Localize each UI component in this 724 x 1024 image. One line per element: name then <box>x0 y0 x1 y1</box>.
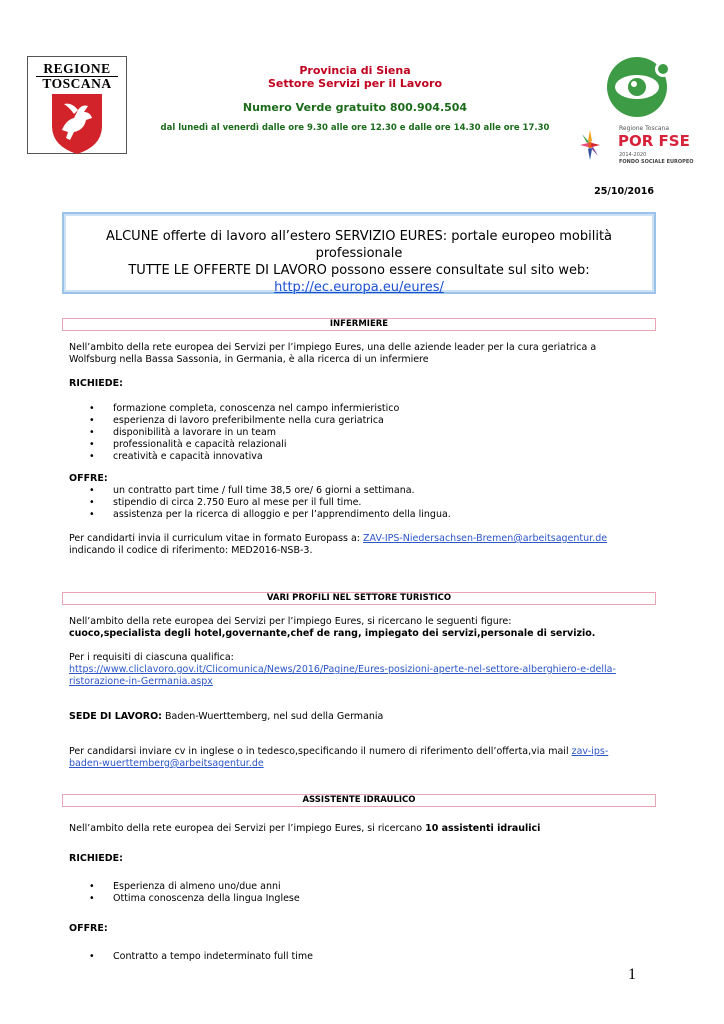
sec2-email-link-part1[interactable]: zav-ips- <box>571 746 609 757</box>
eures-banner <box>62 212 656 294</box>
cliclavoro-link-line1[interactable]: https://www.cliclavoro.gov.it/Clicomunica/News/2016/Pagine/Eures-posizioni-aperte-nel-settore-alberghiero-e-della- <box>69 664 616 675</box>
logo-text-line1: REGIONE <box>43 61 111 76</box>
page-number: 1 <box>628 966 636 983</box>
por-fse-logo <box>578 125 694 170</box>
sec2-requisiti-label: Per i requisiti di ciascuna qualifica: <box>69 652 234 663</box>
orari: dal lunedì al venerdì dalle ore 9.30 alle ore 12.30 e dalle ore 14.30 alle ore 17.30 <box>160 123 550 133</box>
sec3-offre-label: OFFRE: <box>69 923 108 934</box>
por-fse-region: Regione Toscana <box>619 125 670 132</box>
section-title-idraulico: ASSISTENTE IDRAULICO <box>62 794 656 807</box>
document-date: 25/10/2016 <box>594 186 654 197</box>
por-fse-years: 2014-2020 <box>619 152 647 158</box>
sec3-intro: Nell’ambito della rete europea dei Servizi per l’impiego Eures, si ricercano 10 assistenti idraulici <box>69 823 541 834</box>
eures-link[interactable]: http://ec.europa.eu/eures/ <box>274 280 444 295</box>
section-title-turistico: VARI PROFILI NEL SETTORE TURISTICO <box>62 592 656 605</box>
sec1-intro-line2: Wolfsburg nella Bassa Sassonia, in Germania, è alla ricerca di un infermiere <box>69 354 429 365</box>
pegasus-shield-icon <box>28 90 126 156</box>
banner-line2: TUTTE LE OFFERTE DI LAVORO possono essere consultate sul sito web: <box>128 263 590 278</box>
sec2-sede: SEDE DI LAVORO: Baden-Wuerttemberg, nel sud della Germania <box>69 711 384 722</box>
logo-text-line2: TOSCANA <box>42 76 112 91</box>
por-fse-fondo: FONDO SOCIALE EUROPEO <box>619 159 694 165</box>
regione-toscana-logo <box>27 56 127 154</box>
provincia-title: Provincia di Siena <box>299 64 411 77</box>
numero-verde: Numero Verde gratuito 800.904.504 <box>242 101 468 114</box>
sec2-intro-line1: Nell’ambito della rete europea dei Servizi per l’impiego Eures, si ricercano le seguenti figure: <box>69 616 512 627</box>
sec1-codice: indicando il codice di riferimento: MED2016-NSB-3. <box>69 545 313 556</box>
sec2-intro-line2: cuoco,specialista degli hotel,governante,chef de rang, impiegato dei servizi,personale di servizio. <box>69 628 596 639</box>
por-fse-brand: POR FSE <box>618 132 690 150</box>
sec1-intro-line1: Nell’ambito della rete europea dei Servizi per l’impiego Eures, una delle aziende leader per la cura geriatrica a <box>69 342 597 353</box>
sec1-candidatura: Per candidarti invia il curriculum vitae in formato Europass a: ZAV-IPS-Niedersachsen-Bremen@arbeitsagentur.de <box>69 533 608 544</box>
sec2-candidatura: Per candidarsi inviare cv in inglese o in tedesco,specificando il numero di riferimento dell’offerta,via mail zav-ips- <box>69 746 609 757</box>
sec1-email-link[interactable]: ZAV-IPS-Niedersachsen-Bremen@arbeitsagentur.de <box>363 533 608 544</box>
por-fse-star-icon <box>578 128 602 162</box>
sec2-email-link-part2[interactable]: baden-wuerttemberg@arbeitsagentur.de <box>69 758 264 769</box>
section-title-infermiere: INFERMIERE <box>62 318 656 331</box>
green-eye-logo-icon <box>603 55 675 119</box>
cliclavoro-link-line2[interactable]: ristorazione-in-Germania.aspx <box>69 676 213 687</box>
sec1-offre-label: OFFRE: <box>69 473 108 484</box>
settore-title: Settore Servizi per il Lavoro <box>267 77 443 90</box>
banner-line1: ALCUNE offerte di lavoro all’estero SERVIZIO EURES: portale europeo mobilità professionale <box>105 229 613 261</box>
sec1-richiede-label: RICHIEDE: <box>69 378 123 389</box>
sec3-richiede-label: RICHIEDE: <box>69 853 123 864</box>
